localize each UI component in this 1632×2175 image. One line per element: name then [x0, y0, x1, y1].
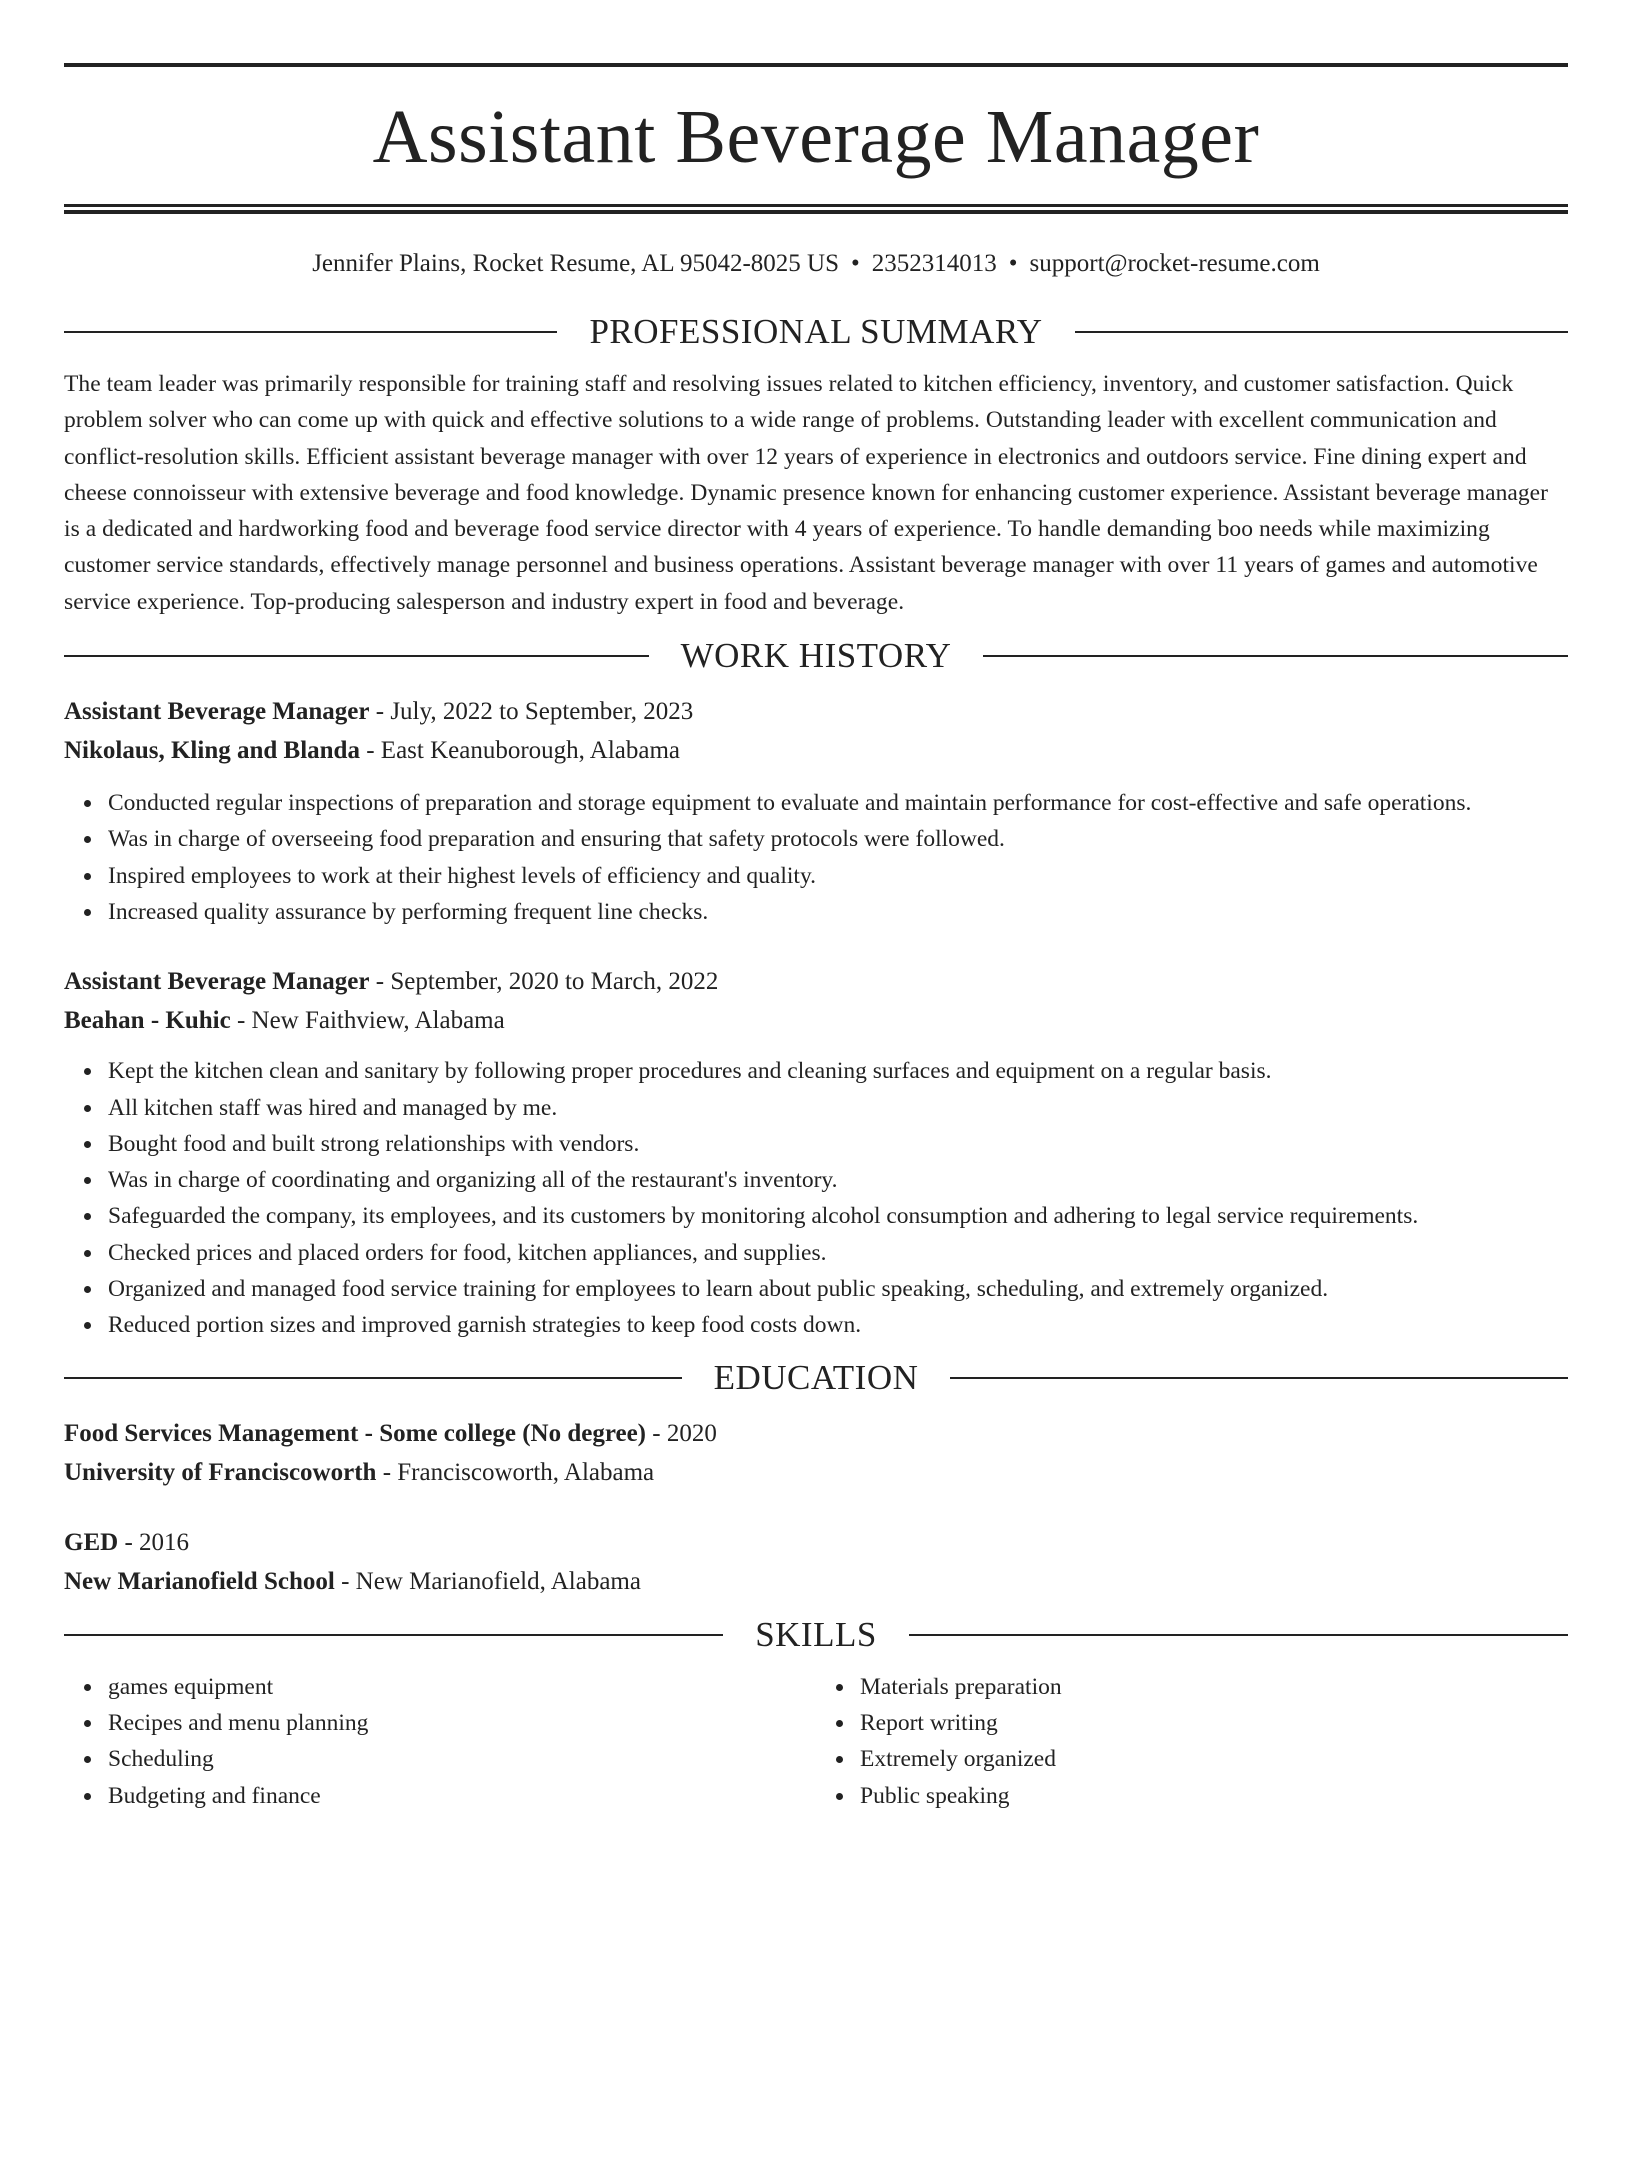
contact-email: support@rocket-resume.com	[1029, 250, 1320, 277]
section-title: PROFESSIONAL SUMMARY	[589, 312, 1043, 351]
bullet-icon	[84, 1068, 91, 1075]
job-duty: Reduced portion sizes and improved garnish strategies to keep food costs down.	[108, 1312, 862, 1339]
contact-phone: 2352314013	[871, 250, 997, 277]
job-duty: Increased quality assurance by performing frequent line checks.	[108, 898, 709, 925]
divider-line	[64, 655, 649, 657]
list-item	[108, 785, 1568, 821]
skill-item: Extremely organized	[860, 1746, 1056, 1773]
degree-name: Food Services Management - Some college (No degree)	[64, 1419, 647, 1447]
job-duty: Was in charge of overseeing food preparation and ensuring that safety protocols were followed.	[108, 826, 1005, 853]
section-heading-education	[64, 1358, 1568, 1398]
list-item	[108, 1741, 816, 1777]
bullet-icon	[84, 1286, 91, 1293]
school-name: University of Franciscoworth	[64, 1458, 377, 1486]
bullet-icon	[84, 1756, 91, 1763]
section-heading-skills	[64, 1615, 1568, 1655]
contact-separator: •	[1008, 250, 1018, 277]
bullet-icon	[836, 1720, 843, 1727]
job-location: - New Faithview, Alabama	[230, 1007, 505, 1035]
divider-line	[64, 1377, 682, 1379]
job-duty: Was in charge of coordinating and organizing all of the restaurant's inventory.	[108, 1167, 838, 1194]
bullet-icon	[84, 909, 91, 916]
summary-text: The team leader was primarily responsible for training staff and resolving issues related to kitchen efficiency, inventory, and customer satisfaction. Quick problem solver who can come up with quick and effective solutions to a wide range of problems. Outstanding leader with excellent communication and conflict-resolution skills. Efficient assistant beverage manager with over 12 years of experience in electronics and outdoors service. Fine dining expert and cheese connoisseur with extensive beverage and food knowledge. Dynamic presence known for enhancing customer experience. Assistant beverage manager is a dedicated and hardworking food and beverage food service director with 4 years of experience. To handle demanding boo needs while maximizing customer service standards, effectively manage personnel and business operations. Assistant beverage manager with over 11 years of games and automotive service experience. Top-producing salesperson and industry expert in food and beverage.	[64, 371, 1549, 615]
job-duty: All kitchen staff was hired and managed by me.	[108, 1094, 558, 1121]
job-duty: Conducted regular inspections of preparation and storage equipment to evaluate and maintain performance for cost-effective and safe operations.	[108, 790, 1472, 817]
degree-name: GED	[64, 1528, 119, 1556]
section-title: WORK HISTORY	[680, 636, 952, 676]
bullet-icon	[836, 1684, 843, 1691]
skill-item: Budgeting and finance	[108, 1782, 321, 1809]
header-top-rule	[64, 63, 1568, 67]
list-item	[108, 1307, 1568, 1343]
skill-item: Recipes and menu planning	[108, 1709, 369, 1736]
bullet-icon	[84, 1684, 91, 1691]
list-item	[108, 1669, 816, 1705]
degree-line	[64, 1414, 1568, 1453]
divider-line	[1075, 331, 1568, 333]
skill-item: Report writing	[860, 1709, 998, 1736]
job-employer: Nikolaus, Kling and Blanda	[64, 737, 360, 765]
job-dates: - July, 2022 to September, 2023	[369, 698, 694, 726]
bullet-icon	[84, 1213, 91, 1220]
list-item	[108, 1090, 1568, 1126]
degree-year: - 2020	[646, 1419, 717, 1447]
job-employer-line	[64, 1001, 1568, 1040]
list-item	[860, 1705, 1568, 1741]
skills-list-left	[64, 1669, 816, 1814]
divider-line	[950, 1377, 1568, 1379]
degree-line	[64, 1523, 1568, 1562]
list-item	[108, 858, 1568, 894]
bullet-icon	[84, 873, 91, 880]
list-item	[108, 1271, 1568, 1307]
job-duty: Safeguarded the company, its employees, and its customers by monitoring alcohol consumption and adhering to legal service requirements.	[108, 1203, 1419, 1230]
contact-separator: •	[850, 250, 860, 277]
job-dates: - September, 2020 to March, 2022	[369, 968, 719, 996]
bullet-icon	[84, 1322, 91, 1329]
list-item	[108, 1778, 816, 1814]
list-item	[108, 1235, 1568, 1271]
job-duty: Inspired employees to work at their highest levels of efficiency and quality.	[108, 862, 817, 889]
school-line	[64, 1562, 1568, 1601]
job-employer-line	[64, 731, 1568, 770]
bullet-icon	[836, 1793, 843, 1800]
list-item	[108, 1162, 1568, 1198]
bullet-icon	[84, 800, 91, 807]
job-duty: Bought food and built strong relationships with vendors.	[108, 1130, 640, 1157]
job-duty: Checked prices and placed orders for food, kitchen appliances, and supplies.	[108, 1239, 827, 1266]
list-item	[860, 1669, 1568, 1705]
skill-item: Materials preparation	[860, 1673, 1062, 1700]
header-double-rule	[64, 204, 1568, 214]
divider-line	[909, 1634, 1568, 1636]
job-duties-list	[64, 1053, 1568, 1343]
bullet-icon	[84, 1720, 91, 1727]
list-item	[108, 1705, 816, 1741]
job-duty: Kept the kitchen clean and sanitary by following proper procedures and cleaning surfaces and equipment on a regular basis.	[108, 1058, 1272, 1085]
skills-list-right	[816, 1669, 1568, 1814]
school-location: - New Marianofield, Alabama	[334, 1567, 641, 1595]
bullet-icon	[84, 1141, 91, 1148]
bullet-icon	[84, 1793, 91, 1800]
education-entry	[64, 1414, 1568, 1492]
job-employer: Beahan - Kuhic	[64, 1007, 231, 1035]
list-item	[108, 821, 1568, 857]
job-title-line	[64, 692, 1568, 731]
bullet-icon	[84, 1105, 91, 1112]
section-title: EDUCATION	[713, 1357, 919, 1397]
school-name: New Marianofield School	[64, 1567, 335, 1595]
resume-title: Assistant Beverage Manager	[372, 95, 1260, 179]
section-heading-summary	[64, 312, 1568, 352]
job-location: - East Keanuborough, Alabama	[359, 737, 681, 765]
skill-item: games equipment	[108, 1673, 274, 1700]
list-item	[860, 1778, 1568, 1814]
divider-line	[983, 655, 1568, 657]
list-item	[108, 1053, 1568, 1089]
section-title: SKILLS	[755, 1614, 877, 1654]
job-entry	[64, 962, 1568, 1343]
degree-year: - 2016	[118, 1528, 190, 1556]
contact-address: Jennifer Plains, Rocket Resume, AL 95042-8025 US	[312, 250, 839, 277]
section-heading-work	[64, 636, 1568, 676]
bullet-icon	[84, 1250, 91, 1257]
school-location: - Franciscoworth, Alabama	[376, 1458, 655, 1486]
job-duties-list	[64, 785, 1568, 930]
job-entry	[64, 692, 1568, 930]
divider-line	[64, 331, 557, 333]
contact-line	[64, 248, 1568, 280]
resume-page	[0, 63, 1632, 2175]
list-item	[860, 1741, 1568, 1777]
list-item	[108, 1126, 1568, 1162]
job-duty: Organized and managed food service training for employees to learn about public speaking, scheduling, and extremely organized.	[108, 1276, 1329, 1303]
bullet-icon	[836, 1756, 843, 1763]
skill-item: Public speaking	[860, 1782, 1010, 1809]
list-item	[108, 894, 1568, 930]
job-title: Assistant Beverage Manager	[64, 968, 370, 996]
school-line	[64, 1453, 1568, 1492]
list-item	[108, 1198, 1568, 1234]
education-entry	[64, 1523, 1568, 1601]
bullet-icon	[84, 836, 91, 843]
divider-line	[64, 1634, 723, 1636]
job-title-line	[64, 962, 1568, 1001]
skill-item: Scheduling	[108, 1746, 214, 1773]
job-title: Assistant Beverage Manager	[64, 698, 370, 726]
bullet-icon	[84, 1177, 91, 1184]
skills-grid	[64, 1669, 1568, 1814]
